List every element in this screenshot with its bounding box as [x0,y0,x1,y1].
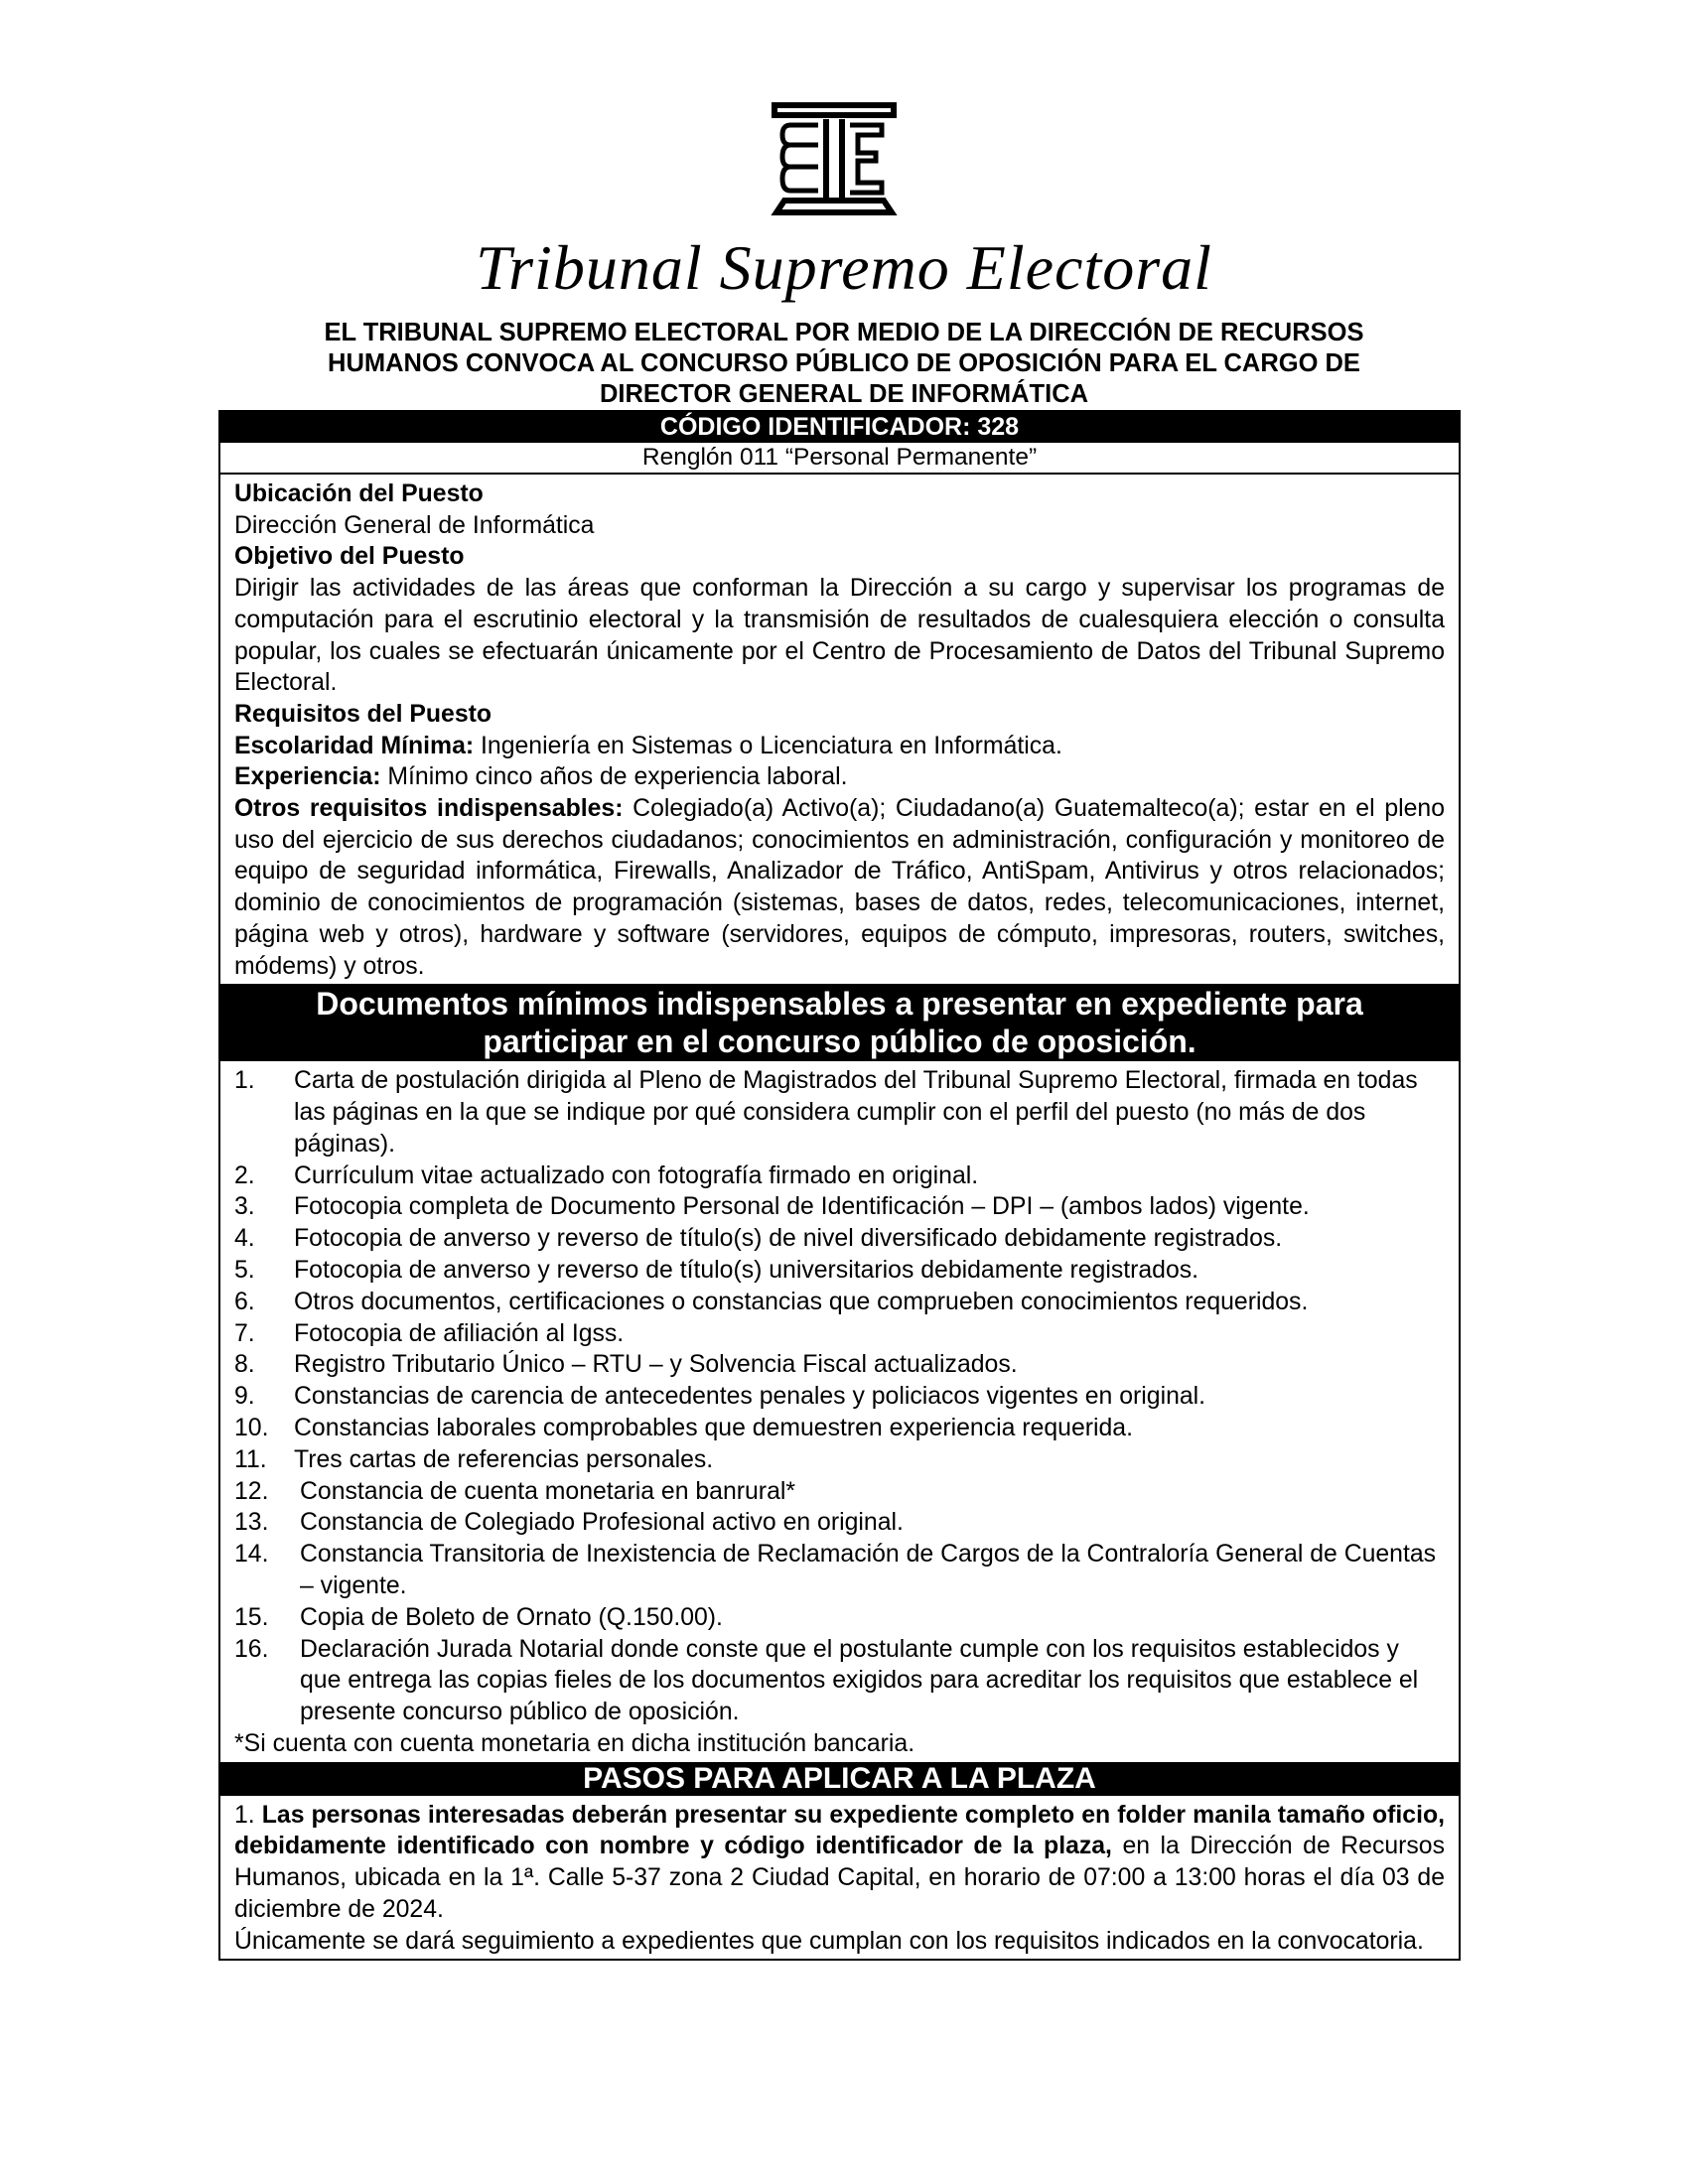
list-item-number: 15. [234,1603,269,1631]
step-paragraph [234,1800,1445,1926]
list-item-text: Constancias de carencia de antecedentes penales y policiacos vigentes en original. [294,1383,1206,1411]
list-item [234,1191,1445,1223]
steps-section [220,1796,1459,1960]
list-item [234,1255,1445,1287]
list-item-text: Tres cartas de referencias personales. [294,1445,714,1473]
escolaridad-label: Escolaridad Mínima: [234,732,475,759]
list-item [234,1381,1445,1413]
list-item-text: Copia de Boleto de Ornato (Q.150.00). [300,1603,723,1631]
position-details-section [220,475,1459,984]
objetivo-text: Dirigir las actividades de las áreas que conforman la Dirección a su cargo y supervisar los programas de computación para el escrutinio electoral y la transmisión de resultados de cualesquiera elección o consulta popular, los cuales se efectuarán únicamente por el Centro de Procesamiento de Datos del Tribunal Supremo Electoral. [234,575,1445,697]
list-item [234,1634,1445,1728]
list-item [234,1065,1445,1160]
list-item-text: Registro Tributario Único – RTU – y Solvencia Fiscal actualizados. [294,1351,1018,1379]
list-item-number: 6. [234,1288,255,1315]
list-item-number: 7. [234,1319,255,1347]
heading-line: EL TRIBUNAL SUPREMO ELECTORAL POR MEDIO DE LA DIRECCIÓN DE RECURSOS [324,319,1364,346]
list-item [234,1160,1445,1192]
list-item-number: 11. [234,1445,267,1473]
objetivo-title: Objetivo del Puesto [234,543,465,571]
list-item [234,1539,1445,1602]
list-item-text: Fotocopia de anverso y reverso de título(s) de nivel diversificado debidamente registrados. [294,1225,1283,1253]
list-item-number: 8. [234,1351,255,1379]
list-item-text: Carta de postulación dirigida al Pleno de Magistrados del Tribunal Supremo Electoral, firmada en todas las páginas en la que se indique por qué considera cumplir con el perfil del puesto (no más de dos páginas). [294,1067,1418,1158]
list-item [234,1444,1445,1476]
list-item-text: Currículum vitae actualizado con fotografía firmado en original. [294,1161,979,1189]
experiencia-row [234,761,1445,793]
job-posting-form [218,410,1461,1961]
brand-name: Tribunal Supremo Electoral [476,232,1212,303]
list-item-number: 12. [234,1477,269,1505]
documents-title-line: Documentos mínimos indispensables a presentar en expediente para [316,986,1363,1023]
list-item [234,1602,1445,1634]
list-item-text: Otros documentos, certificaciones o constancias que comprueben conocimientos requeridos. [294,1288,1309,1315]
documents-list [234,1065,1445,1728]
list-item [234,1223,1445,1255]
list-item [234,1476,1445,1508]
ubicacion-title: Ubicación del Puesto [234,480,484,507]
otros-requisitos-row [234,793,1445,982]
step-text: en la Dirección de Recursos Humanos, ubicada en la 1ª. Calle 5-37 zona 2 Ciudad Capital, en horario de 07:00 a 13:00 horas el día 03 de diciembre de 2024. [234,1833,1445,1923]
list-item-text: Constancias laborales comprobables que demuestren experiencia requerida. [294,1415,1133,1442]
otros-value: Colegiado(a) Activo(a); Ciudadano(a) Guatemalteco(a); estar en el pleno uso del ejercicio de sus derechos ciudadanos; conocimientos en administración, configuración y monitoreo de equipo de seguridad informática, Firewalls, Analizador de Tráfico, AntiSpam, Antivirus y otros relacionados; dominio de conocimientos de programación (sistemas, bases de datos, redes, telecomunicaciones, internet, página web y otros), hardware y software (servidores, equipos de cómputo, impresoras, routers, switches, módems) y otros. [234,795,1445,980]
documents-footnote: *Si cuenta con cuenta monetaria en dicha institución bancaria. [234,1729,915,1757]
list-item-text: Fotocopia de afiliación al Igss. [294,1319,625,1347]
code-identifier-band: CÓDIGO IDENTIFICADOR: 328 [220,412,1459,443]
list-item-text: Constancia de cuenta monetaria en banrural* [300,1477,796,1505]
list-item-text: Fotocopia completa de Documento Personal de Identificación – DPI – (ambos lados) vigente. [294,1193,1310,1221]
experiencia-value: Mínimo cinco años de experiencia laboral. [380,763,848,791]
list-item-number: 14. [234,1541,269,1569]
list-item-text: Constancia Transitoria de Inexistencia de Reclamación de Cargos de la Contraloría General de Cuentas – vigente. [300,1541,1437,1599]
documents-section [220,1061,1459,1762]
documents-title-line: participar en el concurso público de oposición. [483,1024,1196,1060]
list-item [234,1349,1445,1381]
page-heading [218,318,1470,410]
documents-title-band [220,984,1459,1061]
list-item-text: Declaración Jurada Notarial donde conste que el postulante cumple con los requisitos establecidos y que entrega las copias fieles de los documentos exigidos para acreditar los requisitos que establece el presente concurso público de oposición. [300,1635,1419,1726]
list-item-text: Constancia de Colegiado Profesional activo en original. [300,1509,904,1537]
list-item-number: 5. [234,1257,255,1285]
list-item [234,1287,1445,1318]
step-number: 1. [234,1801,262,1829]
step-bold-text: Las personas interesadas deberán presentar su expediente completo en folder manila tamaño oficio, debidamente identificado con nombre y código identificador de la plaza, [234,1801,1446,1860]
list-item-number: 9. [234,1383,255,1411]
step-note: Únicamente se dará seguimiento a expedientes que cumplan con los requisitos indicados en la convocatoria. [234,1927,1424,1955]
renglon-label: Renglón 011 “Personal Permanente” [220,443,1459,475]
heading-line: HUMANOS CONVOCA AL CONCURSO PÚBLICO DE OPOSICIÓN PARA EL CARGO DE [328,349,1360,377]
list-item-number: 10. [234,1415,269,1442]
requisitos-title: Requisitos del Puesto [234,700,492,728]
list-item-number: 13. [234,1509,269,1537]
list-item-number: 16. [234,1635,269,1663]
heading-line: DIRECTOR GENERAL DE INFORMÁTICA [599,380,1089,408]
ubicacion-value: Dirección General de Informática [234,511,595,539]
list-item [234,1318,1445,1350]
list-item-number: 4. [234,1225,255,1253]
list-item-number: 1. [234,1067,255,1095]
experiencia-label: Experiencia: [234,763,381,791]
list-item-text: Fotocopia de anverso y reverso de título(s) universitarios debidamente registrados. [294,1257,1199,1285]
escolaridad-value: Ingeniería en Sistemas o Licenciatura en Informática. [474,732,1062,759]
tse-logo-icon [765,99,904,218]
list-item-number: 3. [234,1193,255,1221]
list-item-number: 2. [234,1161,255,1189]
steps-title-band: PASOS PARA APLICAR A LA PLAZA [220,1762,1459,1796]
escolaridad-row [234,731,1445,762]
list-item [234,1507,1445,1539]
list-item [234,1413,1445,1444]
otros-label: Otros requisitos indispensables: [234,795,624,823]
